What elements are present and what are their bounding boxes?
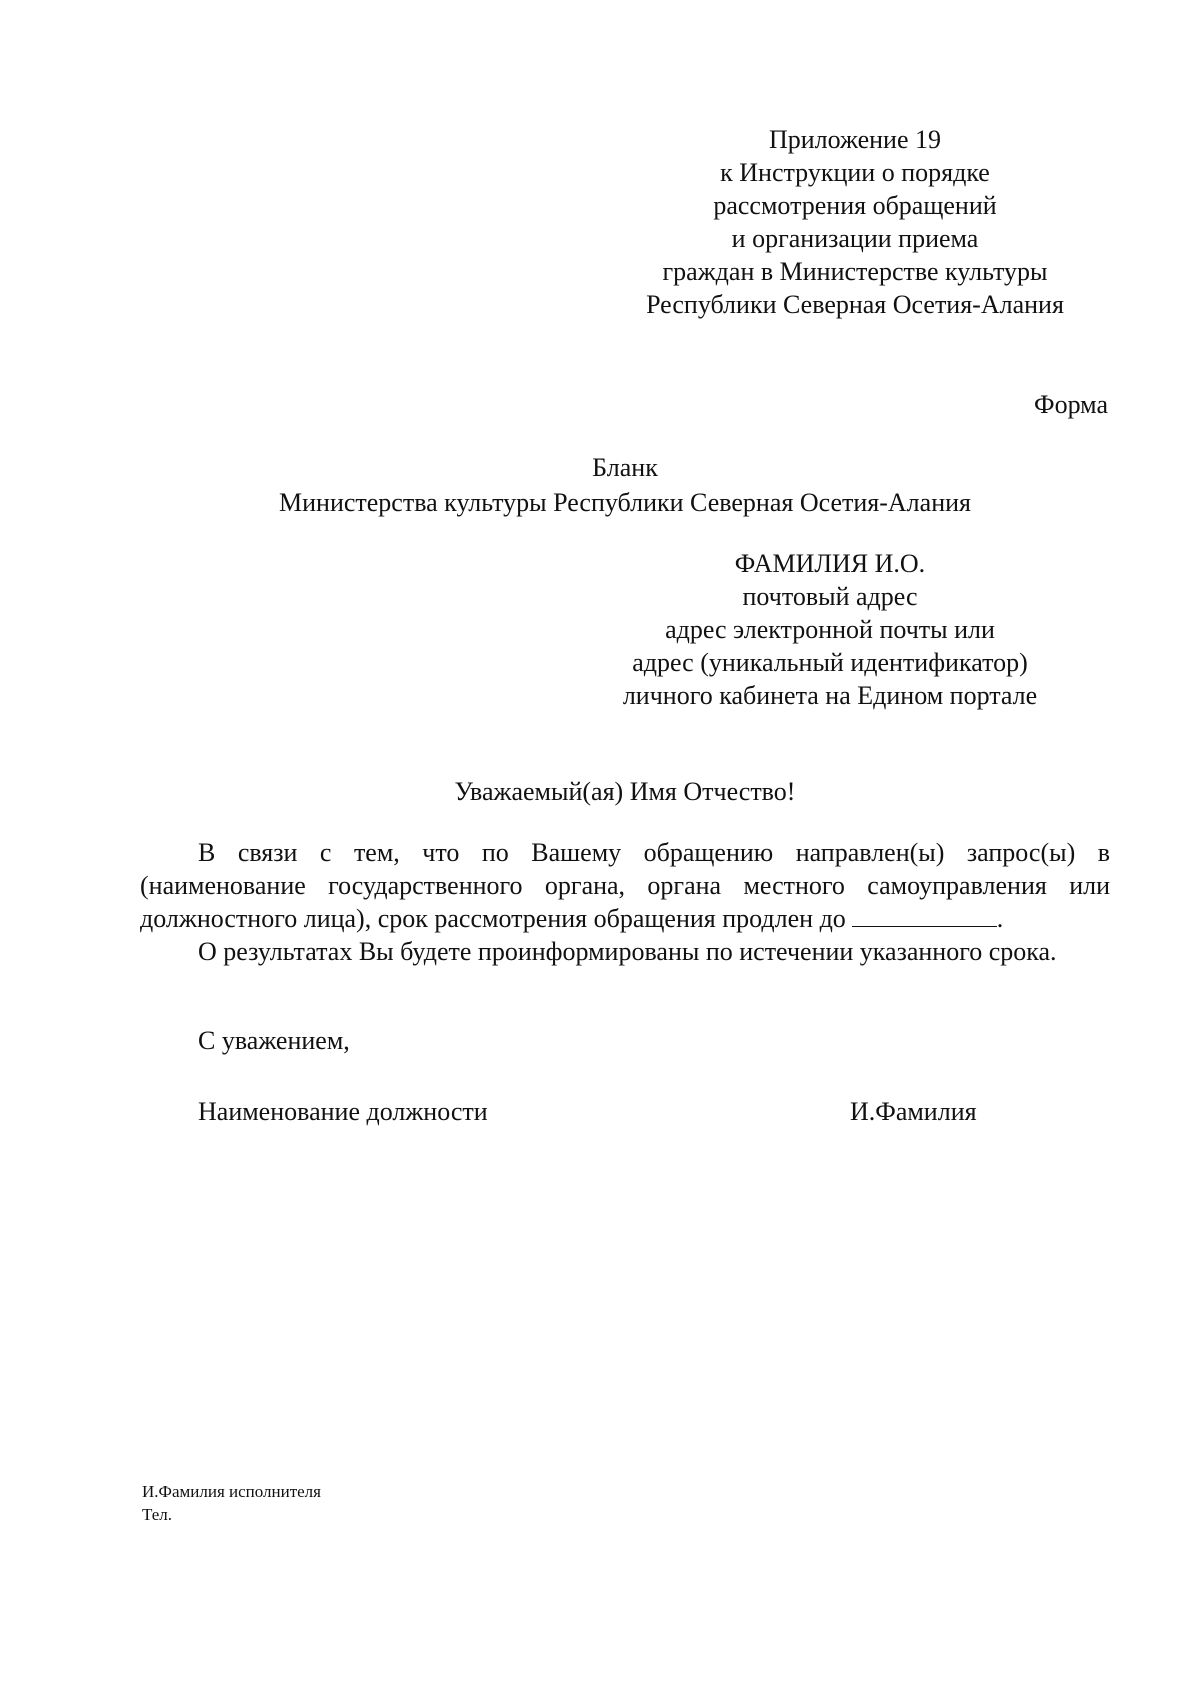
body-paragraph-text: В связи с тем, что по Вашему обращению направлен(ы) запрос(ы) в (наименование государственного органа, органа местного самоуправления или должностного лица), срок рассмотрения обращения продлен до: [140, 838, 1110, 933]
appendix-line: рассмотрения обращений: [713, 191, 997, 220]
date-blank-field: [852, 904, 997, 927]
letterhead-block: [200, 450, 1050, 520]
executor-phone: Тел.: [142, 1505, 173, 1524]
greeting: Уважаемый(ая) Имя Отчество!: [454, 777, 796, 806]
recipient-line: адрес электронной почты или: [665, 615, 995, 644]
recipient-line: почтовый адрес: [742, 582, 918, 611]
appendix-line: Республики Северная Осетия-Алания: [646, 290, 1064, 319]
recipient-name: ФАМИЛИЯ И.О.: [734, 549, 926, 578]
body-paragraph: [140, 836, 1110, 935]
body-paragraph: О результатах Вы будете проинформированы по истечении указанного срока.: [198, 937, 1057, 966]
recipient-line: адрес (уникальный идентификатор): [632, 648, 1028, 677]
appendix-header: [620, 123, 1090, 321]
signatory-position: Наименование должности: [198, 1097, 488, 1126]
letter-body: [140, 836, 1110, 968]
appendix-line: и организации приема: [731, 224, 979, 253]
signatory-name: И.Фамилия: [850, 1097, 977, 1126]
form-label: Форма: [1034, 390, 1108, 419]
letterhead-ministry: Министерства культуры Республики Северная Осетия-Алания: [279, 488, 971, 517]
recipient-block: [580, 547, 1080, 712]
letterhead-title: Бланк: [592, 453, 658, 482]
executor-block: [142, 1480, 321, 1526]
appendix-line: Приложение 19: [768, 125, 942, 154]
appendix-line: к Инструкции о порядке: [720, 158, 990, 187]
recipient-line: личного кабинета на Едином портале: [622, 681, 1038, 710]
closing: С уважением,: [198, 1026, 350, 1055]
appendix-line: граждан в Министерстве культуры: [662, 257, 1048, 286]
body-paragraph-end: .: [996, 904, 1004, 933]
executor-name: И.Фамилия исполнителя: [142, 1482, 321, 1501]
